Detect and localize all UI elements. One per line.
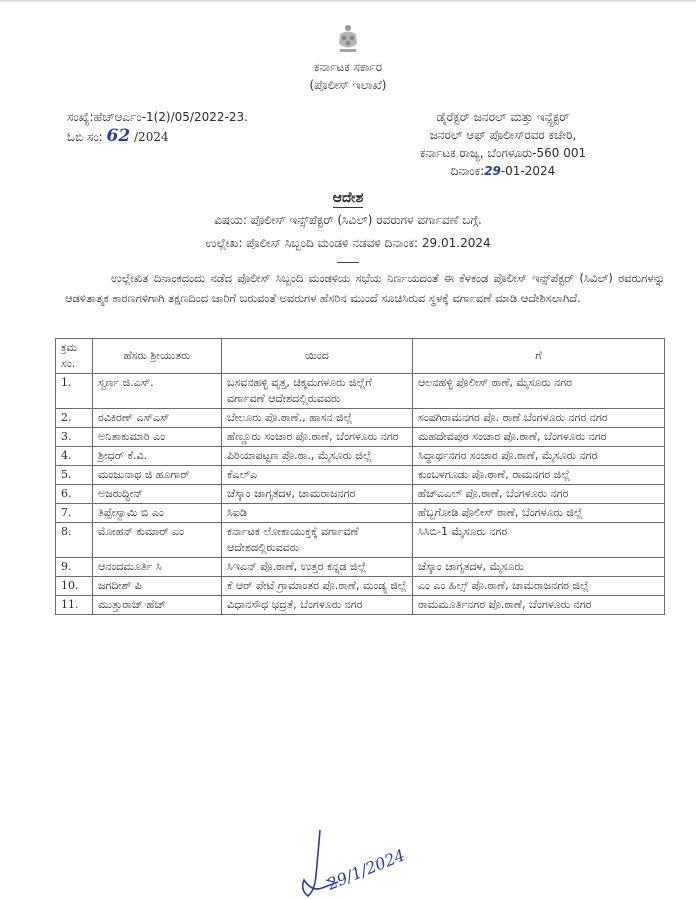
header-from: ಯಿಂದ	[222, 339, 413, 374]
table-row	[56, 558, 665, 577]
to-cell: ಹೆಚ್‌ಎಎಲ್ ಪೊ.ಠಾಣೆ, ಬೆಂಗಳೂರು ನಗರ	[413, 485, 665, 504]
file-reference	[67, 108, 248, 147]
signature-with-date	[290, 830, 460, 899]
header-serial: ಕ್ರಮ ಸಂ.	[56, 339, 93, 374]
order-title-text: ಆದೇಶ	[332, 190, 364, 206]
serial-cell: 9.	[56, 558, 93, 577]
table-row	[56, 466, 665, 485]
from-cell: ಬಸವನಹಳ್ಳಿ ವೃತ್ತ, ಚಿಕ್ಕಮಗಳೂರು ಜಿಲ್ಲೆಗೆ ವರ್ಗಾವಣೆ ಆದೇಶದಲ್ಲಿರುವವರು	[222, 374, 413, 409]
state-emblem-icon	[334, 24, 362, 54]
table-row	[56, 447, 665, 466]
from-cell: ಕೆಎಲ್‌ಎ	[222, 466, 413, 485]
name-cell: ಸ್ವರ್ಣ ಜಿ.ಎಸ್.	[93, 374, 222, 409]
top-edge-shadow	[0, 0, 696, 3]
name-cell: ಮಂಜುನಾಥ ಜಿ ಹೂಗಾರ್	[93, 466, 222, 485]
order-subject: ವಿಷಯ: ಪೊಲೀಸ್ ಇನ್ಸ್‌ಪೆಕ್ಟರ್ (ಸಿವಿಲ್) ರವರುಗಳ ವರ್ಗಾವಣೆ ಬಗ್ಗೆ.	[214, 213, 482, 227]
to-cell: ಸಂಪಗಿರಾಮನಗರ ಪೊ. ಠಾಣೆ ಬೆಂಗಳೂರು ನಗರ ನಗರ	[413, 409, 665, 428]
name-cell: ಅಜರುದ್ದೀನ್	[93, 485, 222, 504]
ob-number	[67, 127, 248, 147]
order-reference: ಉಲ್ಲೇಖ: ಪೊಲೀಸ್ ಸಿಬ್ಬಂದಿ ಮಂಡಳಿ ನಡವಳಿ ದಿನಾಂಕ: 29.01.2024	[205, 236, 491, 250]
serial-cell: 8.	[56, 523, 93, 558]
serial-cell: 4.	[56, 447, 93, 466]
to-cell: ರಾಮಮೂರ್ತಿನಗರ ಪೊ.ಠಾಣೆ, ಬೆಂಗಳೂರು ನಗರ	[413, 596, 665, 615]
to-cell: ಸಿದ್ಧಾರ್ಥನಗರ ಸಂಚಾರ ಪೊ.ಠಾಣೆ, ಮೈಸೂರು ನಗರ	[413, 447, 665, 466]
header-to: ಗೆ	[413, 339, 665, 374]
table-row	[56, 504, 665, 523]
serial-cell: 11.	[56, 596, 93, 615]
serial-cell: 6.	[56, 485, 93, 504]
signature-date: 29/1/2024	[324, 845, 408, 894]
from-cell: ಕರ್ನಾಟಕ ಲೋಕಾಯುಕ್ತಕ್ಕೆ ವರ್ಗಾವಣೆ ಆದೇಶದಲ್ಲಿರುವವರು	[222, 523, 413, 558]
divider	[337, 262, 359, 264]
serial-cell: 2.	[56, 409, 93, 428]
serial-cell: 7.	[56, 504, 93, 523]
serial-cell: 1.	[56, 374, 93, 409]
ob-label: ಓಬಿ ಸಂ:	[67, 130, 103, 144]
name-cell: ಶ್ರೀಧರ್ ಕೆ.ವಿ.	[93, 447, 222, 466]
table-row	[56, 428, 665, 447]
ob-handwritten-number: 62	[106, 126, 131, 146]
table-row	[56, 409, 665, 428]
table-row	[56, 577, 665, 596]
date-rest: -01-2024	[500, 164, 556, 178]
serial-cell: 10.	[56, 577, 93, 596]
to-cell: ಮಹದೇವಪುರ ಸಂಚಾರ ಪೊ.ಠಾಣೆ, ಬೆಂಗಳೂರು ನಗರ	[413, 428, 665, 447]
table-row	[56, 485, 665, 504]
ob-year: /2024	[134, 130, 169, 144]
from-cell: ಸಿಐಡಿ	[222, 504, 413, 523]
header-name: ಹೆಸರು ಶ್ರೀಯುತರು	[93, 339, 222, 374]
name-cell: ರವಿಕಿರಣ್ ಎಸ್‌ಎಸ್	[93, 409, 222, 428]
order-body: ಉಲ್ಲೇಖಿತ ದಿನಾಂಕದಂದು ನಡೆದ ಪೊಲೀಸ್ ಸಿಬ್ಬಂದಿ ಮಂಡಳಿಯ ಸಭೆಯ ನಿರ್ಣಯದಂತೆ ಈ ಕೆಳಕಂಡ ಪೊಲೀಸ್ ಇನ್ಸ್‌ಪೆಕ್ಟರ್ (ಸಿವಿಲ್) ರವರುಗಳನ್ನು ಆಡಳಿತಾತ್ಮಕ ಕಾರಣಗಳಿಗಾಗಿ ತಕ್ಷಣದಿಂದ ಜಾರಿಗೆ ಬರುವಂತೆ ಅವರುಗಳ ಹೆಸರಿನ ಮುಂದೆ ಸೂಚಿಸಿರುವ ಸ್ಥಳಕ್ಕೆ ವರ್ಗಾವಣೆ ಮಾಡಿ ಆದೇಶಿಸಲಾಗಿದೆ.	[65, 271, 665, 305]
from-cell: ವಿಧಾನಸೌಧ ಭದ್ರತೆ, ಬೆಂಗಳೂರು ನಗರ	[222, 596, 413, 615]
name-cell: ತಿಪ್ಪೇಸ್ವಾಮಿ ಬಿ ಎಂ	[93, 504, 222, 523]
office-address	[388, 108, 618, 180]
from-cell: ಕೆ ಆರ್ ಪೇಟೆ ಗ್ರಾಮಾಂತರ ಪೊ.ಠಾಣೆ, ಮಂಡ್ಯ ಜಿಲ್ಲೆ	[222, 577, 413, 596]
date-label: ದಿನಾಂಕ:	[450, 164, 485, 178]
office-line-3: ಕರ್ನಾಟಕ ರಾಜ್ಯ, ಬೆಂಗಳೂರು-560 001	[419, 146, 587, 160]
government-name: ಕರ್ನಾಟಕ ಸರ್ಕಾರ	[313, 60, 383, 74]
office-line-1: ಡೈರೆಕ್ಟರ್ ಜನರಲ್ ಮತ್ತು ಇನ್ಸ್ಪೆಕ್ಟರ್	[436, 110, 570, 124]
to-cell: ಚೆಸ್ಕಾಂ ಜಾಗೃತದಳ, ಮೈಸೂರು	[413, 558, 665, 577]
name-cell: ಮುತ್ತುರಾಜ್ ಹೆಚ್	[93, 596, 222, 615]
table-row	[56, 596, 665, 615]
table-header-row	[56, 339, 665, 374]
office-line-2: ಜನರಲ್ ಆಫ್ ಪೊಲೀಸ್‌ರವರ ಕಚೇರಿ,	[429, 128, 577, 142]
to-cell: ಎಂ ಎಂ ಹಿಲ್ಸ್ ಪೊ.ಠಾಣೆ, ಚಾಮರಾಜನಗರ ಜಿಲ್ಲೆ	[413, 577, 665, 596]
order-title	[0, 190, 696, 206]
transfer-table	[55, 338, 665, 615]
to-cell: ಸಿಸಿಬಿ-1 ಮೈಸೂರು ನಗರ	[413, 523, 665, 558]
serial-cell: 5.	[56, 466, 93, 485]
name-cell: ಆನಂದಮೂರ್ತಿ ಸಿ	[93, 558, 222, 577]
from-cell: ಸಿಇಎನ್ ಪೊ.ಠಾಣೆ, ಉತ್ತರ ಕನ್ನಡ ಜಿಲ್ಲೆ	[222, 558, 413, 577]
file-number: ಸಂಖ್ಯೆ:ಹೆಚ್ಆರ್ಎಂ-1(2)/05/2022-23.	[67, 110, 248, 124]
department-name: (ಪೊಲೀಸ್ ಇಲಾಖೆ)	[309, 78, 387, 92]
from-cell: ಪಿರಿಯಾಪಟ್ಟಣ ಪೊ.ಠಾ., ಮೈಸೂರು ಜಿಲ್ಲೆ	[222, 447, 413, 466]
date-handwritten-day: 29	[484, 164, 501, 178]
name-cell: ಮೋಹನ್ ಕುಮಾರ್ ಎಂ	[93, 523, 222, 558]
to-cell: ಆಲನಹಳ್ಳಿ ಪೊಲೀಸ್ ಠಾಣೆ, ಮೈಸೂರು ನಗರ	[413, 374, 665, 409]
table-row	[56, 523, 665, 558]
order-date	[388, 162, 618, 180]
serial-cell: 3.	[56, 428, 93, 447]
to-cell: ಹೆಬ್ಬಗೋಡಿ ಪೊಲೀಸ್ ಠಾಣೆ, ಬೆಂಗಳೂರು ಜಿಲ್ಲೆ	[413, 504, 665, 523]
from-cell: ಹೆಣ್ಣೂರು ಸಂಚಾರ ಪೊ.ಠಾಣೆ, ಬೆಂಗಳೂರು ನಗರ	[222, 428, 413, 447]
from-cell: ಚೆಸ್ಕಾಂ ಜಾಗೃತದಳ, ಚಾಮರಾಜನಗರ	[222, 485, 413, 504]
name-cell: ಅನಿತಾಕುಮಾರಿ ಎಂ	[93, 428, 222, 447]
from-cell: ಬೇಲೂರು ಪೊ.ಠಾಣೆ., ಹಾಸನ ಜಿಲ್ಲೆ	[222, 409, 413, 428]
name-cell: ಜಗದೀಶ್ ಪಿ	[93, 577, 222, 596]
to-cell: ಕುಂಬಳಗೂಡು ಪೊ.ಠಾಣೆ, ರಾಮನಗರ ಜಿಲ್ಲೆ	[413, 466, 665, 485]
table-row	[56, 374, 665, 409]
